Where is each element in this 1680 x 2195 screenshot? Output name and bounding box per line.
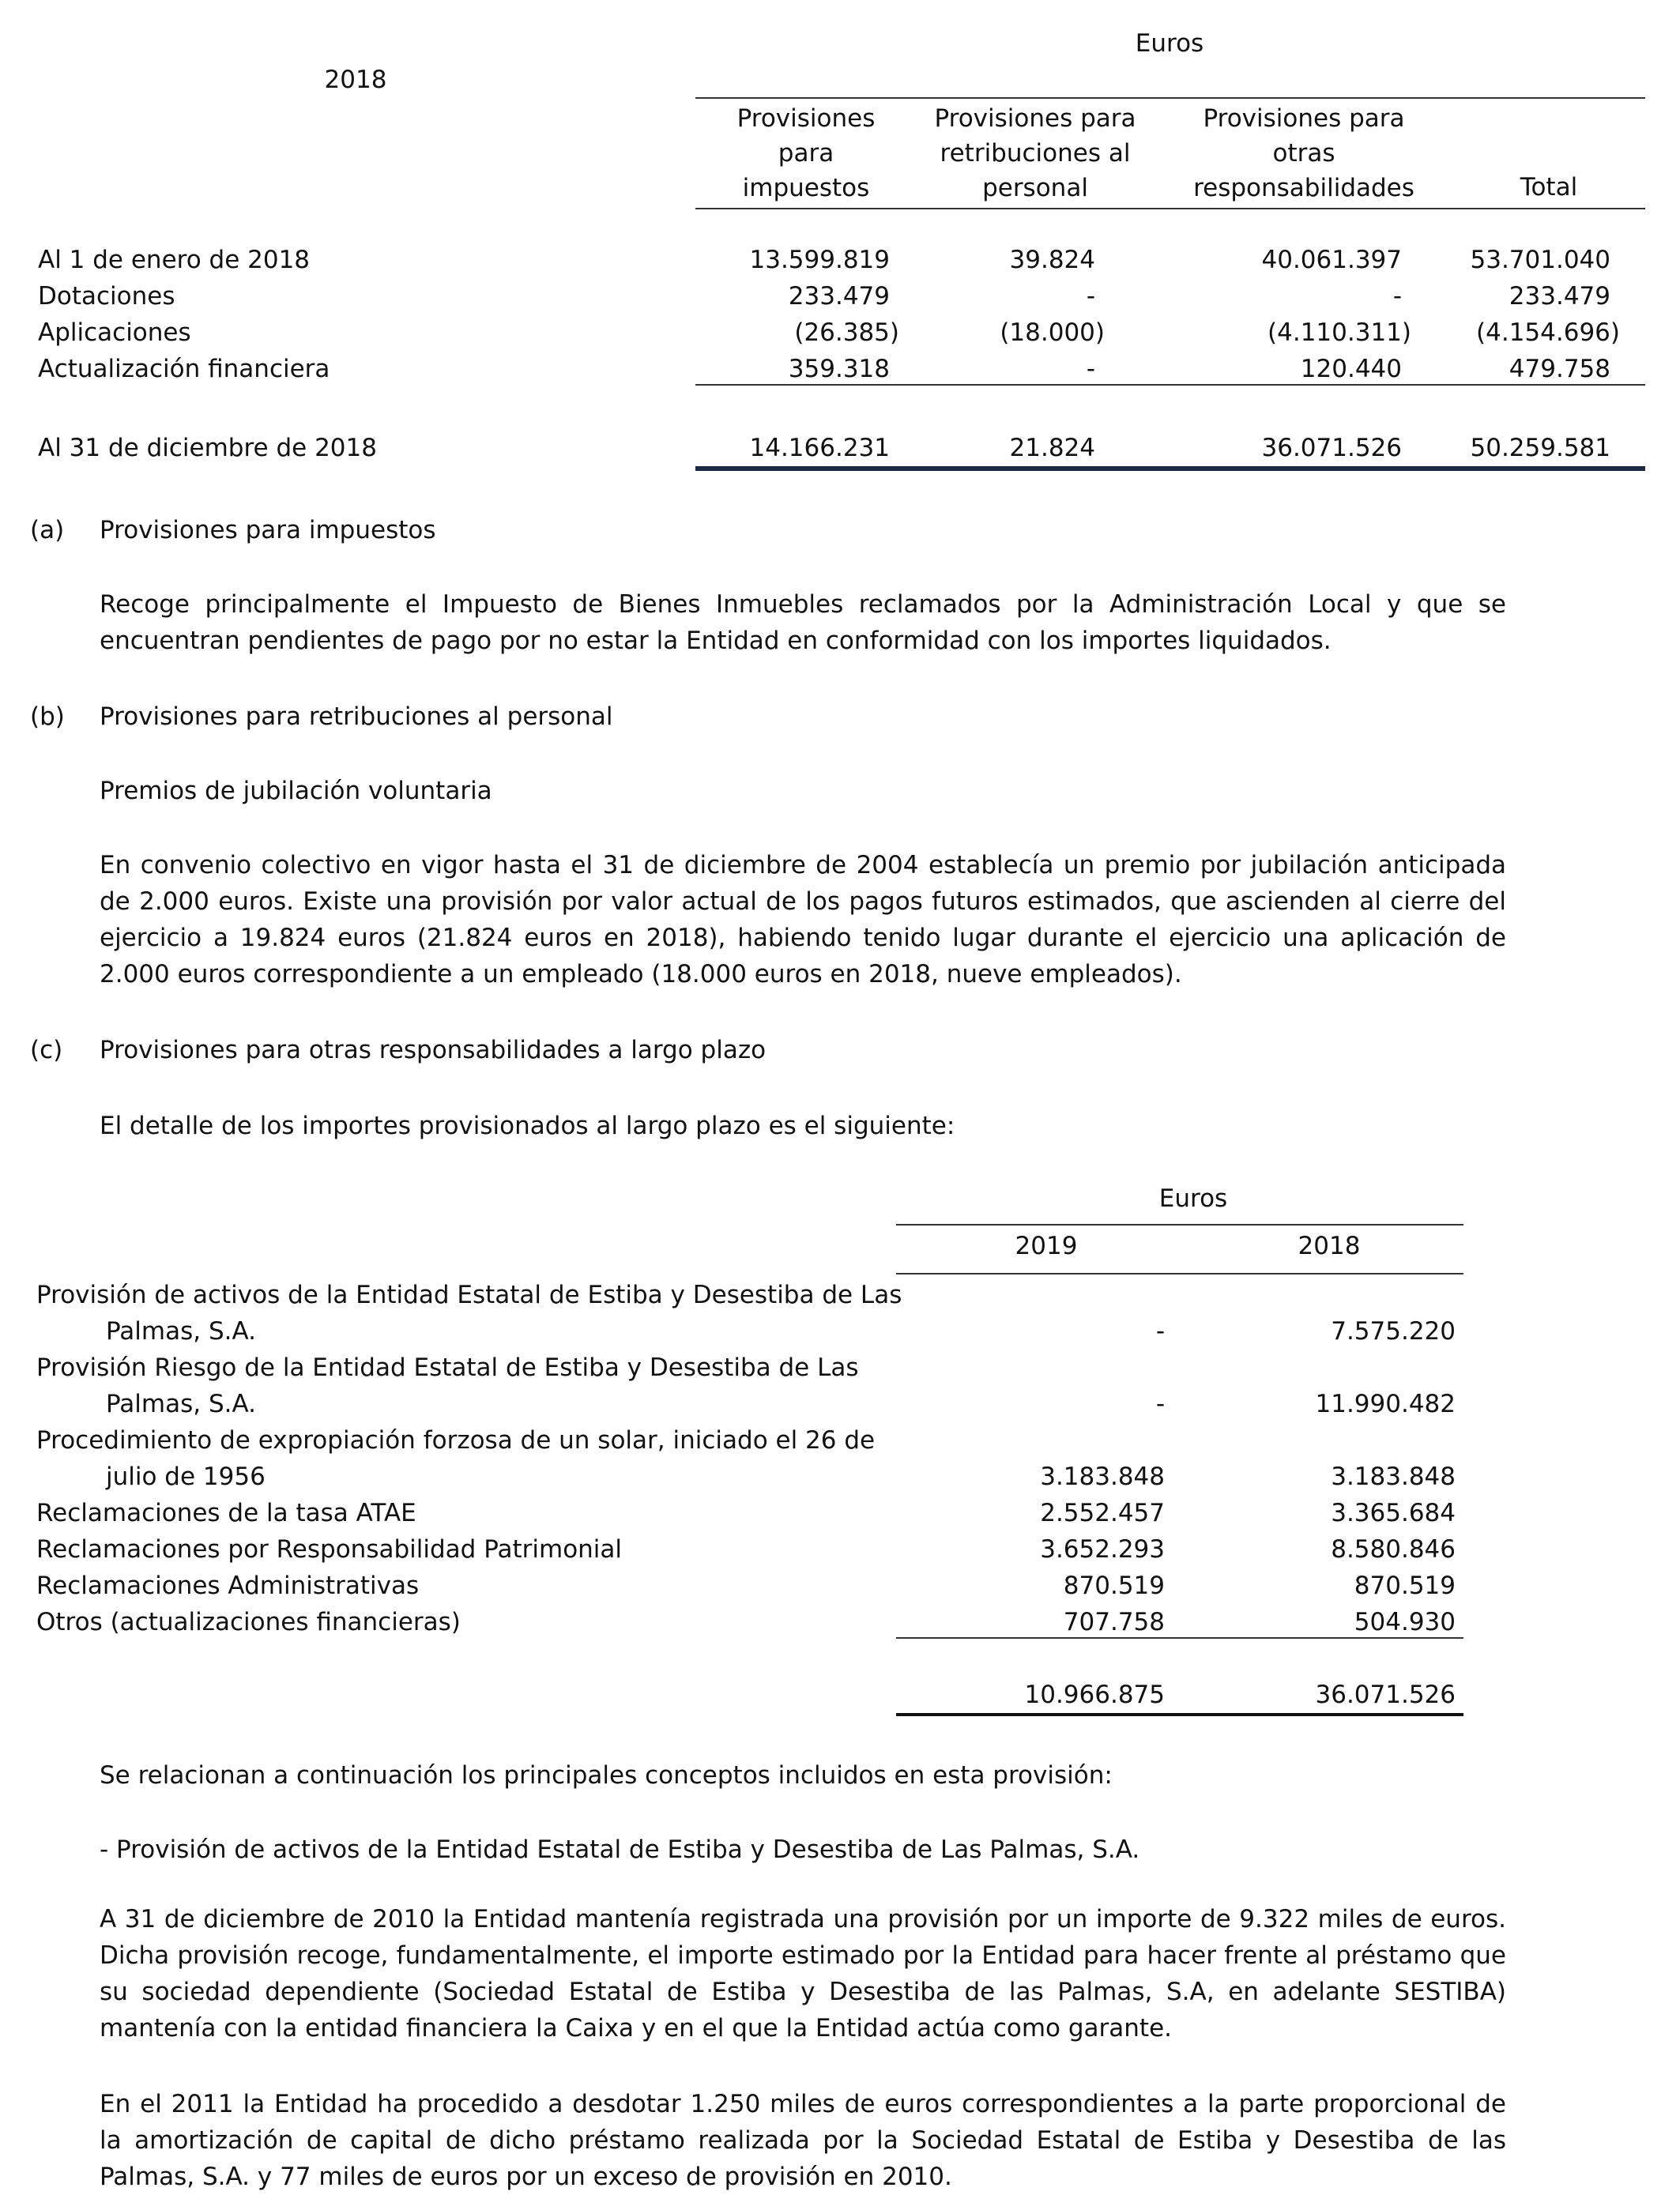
- table2-row-label: Procedimiento de expropiación forzosa de un solar, iniciado el 26 de: [36, 1426, 876, 1455]
- table2-year-2018: 2018: [1298, 1232, 1361, 1260]
- table1-cell-impuestos: 359.318: [788, 355, 890, 383]
- section-b-title: Provisiones para retribuciones al personal: [100, 702, 613, 731]
- table2-row-label-continued: julio de 1956: [106, 1463, 266, 1491]
- table2-row-label: Provisión Riesgo de la Entidad Estatal de Estiba y Desestiba de Las: [36, 1354, 859, 1382]
- section-b-marker: (b): [30, 702, 65, 731]
- table2-cell-2019: 870.519: [1063, 1572, 1165, 1600]
- table2-header-rule: [896, 1273, 1463, 1274]
- table1-col-header-personal-text: Provisiones para retribuciones al personal: [934, 104, 1136, 202]
- section-a-marker: (a): [30, 516, 65, 544]
- table2-row-label: Provisión de activos de la Entidad Estatal de Estiba y Desestiba de Las: [36, 1281, 902, 1309]
- section-a-title: Provisiones para impuestos: [100, 516, 436, 544]
- table2-cell-2019: -: [1155, 1390, 1165, 1418]
- table1-row-label: Actualización financiera: [38, 355, 330, 383]
- table1-cell-otras: (4.110.311): [1268, 318, 1411, 347]
- table2-row-label: Reclamaciones por Responsabilidad Patrimonial: [36, 1535, 623, 1564]
- table1-col-header-impuestos: [711, 101, 901, 205]
- table2-cell-2019: 3.183.848: [1040, 1463, 1165, 1491]
- table1-cell-personal: 39.824: [1009, 246, 1095, 274]
- table2-cell-2018: 7.575.220: [1331, 1317, 1456, 1346]
- closing-para2: [100, 2086, 1506, 2195]
- table1-cell-impuestos: 13.599.819: [749, 246, 890, 274]
- table1-col-header-otras: [1177, 101, 1430, 205]
- table1-total-otras: 36.071.526: [1261, 434, 1402, 462]
- table2-cell-2018: 3.365.684: [1331, 1499, 1456, 1527]
- table2-cell-2019: 707.758: [1063, 1608, 1165, 1636]
- table1-cell-total: 233.479: [1509, 282, 1610, 311]
- table1-cell-personal: (18.000): [1000, 318, 1105, 347]
- table2-cell-2018: 11.990.482: [1315, 1390, 1456, 1418]
- table1-col-header-impuestos-text: Provisiones para impuestos: [736, 104, 876, 202]
- section-b-text: [100, 847, 1506, 992]
- table1-currency: Euros: [1135, 29, 1204, 58]
- table2-row-label: Reclamaciones de la tasa ATAE: [36, 1499, 416, 1527]
- table1-top-rule: [695, 97, 1645, 99]
- section-b-subtitle: Premios de jubilación voluntaria: [100, 777, 492, 805]
- table1-cell-impuestos: (26.385): [794, 318, 899, 347]
- closing-paragraph-2: En el 2011 la Entidad ha procedido a desdotar 1.250 miles de euros correspondientes a la parte proporcional de la amortización de capital de dicho préstamo realizada por la Sociedad Estatal de Estiba y Desestiba de las Palmas, S.A. y 77 miles de euros por un exceso de provisión en 2010.: [100, 2090, 1506, 2191]
- table1-cell-personal: -: [1086, 355, 1095, 383]
- table2-cell-2019: 3.652.293: [1040, 1535, 1165, 1564]
- table2-cell-2018: 8.580.846: [1331, 1535, 1456, 1564]
- table2-year-2019: 2019: [1015, 1232, 1078, 1260]
- table1-total-personal: 21.824: [1009, 434, 1095, 462]
- table1-col-header-total: Total: [1520, 173, 1578, 201]
- table1-cell-total: (4.154.696): [1476, 318, 1620, 347]
- table2-total-2019: 10.966.875: [1024, 1681, 1165, 1709]
- table1-cell-otras: 40.061.397: [1261, 246, 1402, 274]
- table1-total-total: 50.259.581: [1470, 434, 1610, 462]
- table2-currency: Euros: [1158, 1184, 1228, 1213]
- table1-col-header-otras-text: Provisiones para otras responsabilidades: [1193, 104, 1414, 202]
- table2-total-rule: [896, 1713, 1463, 1716]
- table1-header-rule: [695, 208, 1645, 209]
- section-a-text: [100, 586, 1506, 659]
- table1-cell-otras: 120.440: [1300, 355, 1402, 383]
- table1-total-rule: [695, 466, 1645, 471]
- table1-cell-total: 53.701.040: [1470, 246, 1610, 274]
- table2-row-label-continued: Palmas, S.A.: [106, 1390, 257, 1418]
- table2-cell-2018: 504.930: [1354, 1608, 1456, 1636]
- table1-row-label: Aplicaciones: [38, 318, 191, 347]
- table2-row-label-continued: Palmas, S.A.: [106, 1317, 257, 1346]
- table2-cell-2019: 2.552.457: [1040, 1499, 1165, 1527]
- table1-total-impuestos: 14.166.231: [749, 434, 890, 462]
- table1-total-label: Al 31 de diciembre de 2018: [38, 434, 377, 462]
- table2-row-label: Otros (actualizaciones financieras): [36, 1608, 461, 1636]
- section-b-paragraph: En convenio colectivo en vigor hasta el 31 de diciembre de 2004 establecía un premio por jubilación anticipada de 2.000 euros. Existe una provisión por valor actual de los pagos futuros estimados, que ascienden al cierre del ejercicio a 19.824 euros (21.824 euros en 2018), habiendo tenido lugar durante el ejercicio una aplicación de 2.000 euros correspondiente a un empleado (18.000 euros en 2018, nueve empleados).: [100, 851, 1506, 988]
- table2-cell-2019: -: [1155, 1317, 1165, 1346]
- table1-col-header-personal: [917, 101, 1154, 205]
- closing-para1: [100, 1901, 1506, 2046]
- section-c-marker: (c): [30, 1036, 63, 1064]
- table1-cell-impuestos: 233.479: [788, 282, 890, 311]
- table1-row-label: Dotaciones: [38, 282, 175, 311]
- table1-subtotal-rule: [695, 384, 1645, 386]
- table2-cell-2018: 3.183.848: [1331, 1463, 1456, 1491]
- closing-intro: Se relacionan a continuación los principales conceptos incluidos en esta provisión:: [100, 1761, 1113, 1790]
- table1-row-label: Al 1 de enero de 2018: [38, 246, 311, 274]
- table1-cell-otras: -: [1392, 282, 1402, 311]
- table1-cell-personal: -: [1086, 282, 1095, 311]
- section-a-paragraph: Recoge principalmente el Impuesto de Bienes Inmuebles reclamados por la Administración Local y que se encuentran pendientes de pago por no estar la Entidad en conformidad con los importes liquidados.: [100, 590, 1506, 655]
- closing-paragraph-1: A 31 de diciembre de 2010 la Entidad mantenía registrada una provisión por un importe de 9.322 miles de euros. Dicha provisión recoge, fundamentalmente, el importe estimado por la Entidad para hacer frente al préstamo que su sociedad dependiente (Sociedad Estatal de Estiba y Desestiba de las Palmas, S.A, en adelante SESTIBA) mantenía con la entidad financiera la Caixa y en el que la Entidad actúa como garante.: [100, 1905, 1506, 2043]
- section-c-intro: El detalle de los importes provisionados al largo plazo es el siguiente:: [100, 1112, 955, 1140]
- table2-total-2018: 36.071.526: [1315, 1681, 1456, 1709]
- table2-subtotal-rule: [896, 1637, 1463, 1639]
- table2-cell-2018: 870.519: [1354, 1572, 1456, 1600]
- table1-cell-total: 479.758: [1509, 355, 1610, 383]
- table1-year: 2018: [324, 66, 387, 94]
- table2-row-label: Reclamaciones Administrativas: [36, 1572, 420, 1600]
- section-c-title: Provisiones para otras responsabilidades a largo plazo: [100, 1036, 767, 1064]
- closing-bullet: - Provisión de activos de la Entidad Estatal de Estiba y Desestiba de Las Palmas, S.A.: [100, 1835, 1140, 1864]
- table2-top-rule: [896, 1224, 1463, 1226]
